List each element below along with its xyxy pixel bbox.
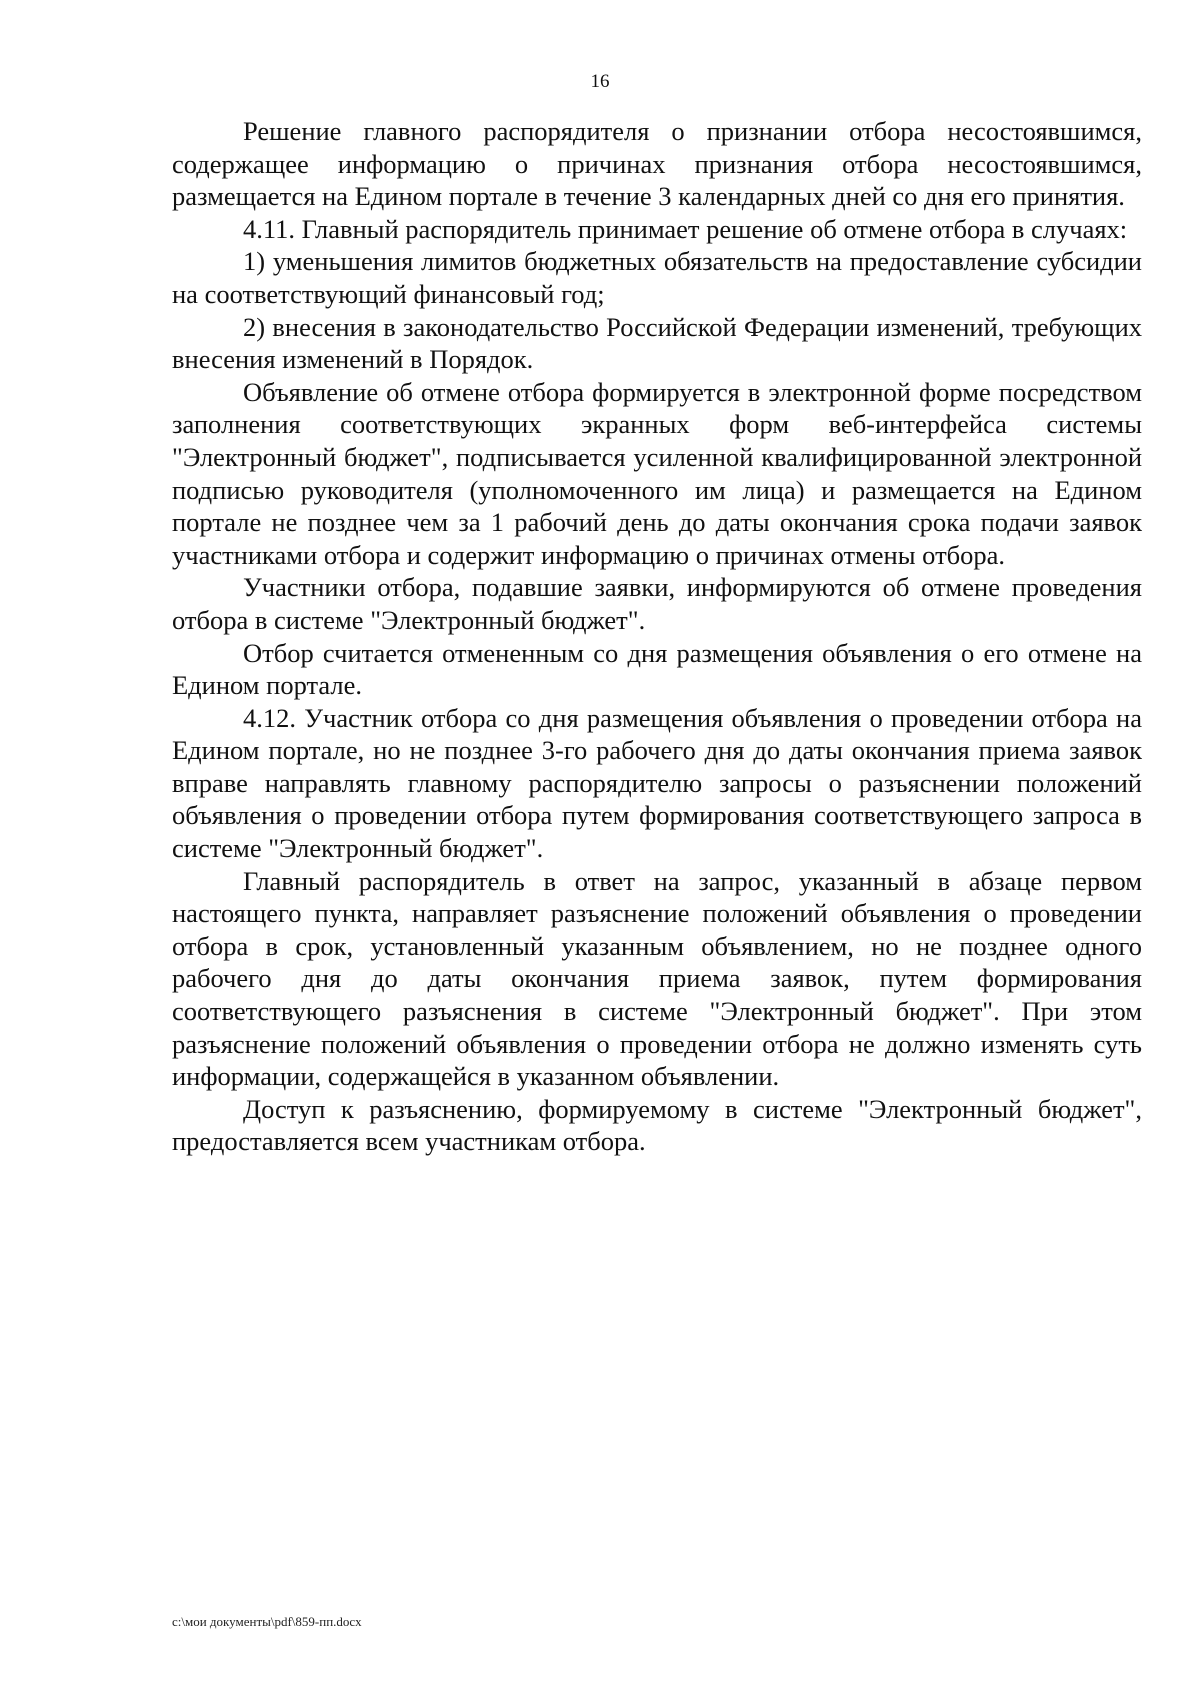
paragraph-cancel-announcement: Объявление об отмене отбора формируется в электронной форме посредством заполнения соответствующих экранных форм веб-интерфейса системы "Электронный бюджет", подписывается усиленной квалифицированной электронной подписью руководителя (уполномоченного им лица) и размещается на Едином портале не позднее чем за 1 рабочий день до даты окончания срока подачи заявок участниками отбора и содержит информацию о причинах отмены отбора.: [172, 376, 1142, 570]
paragraph-clarification: Главный распорядитель в ответ на запрос, указанный в абзаце первом настоящего пункта, направляет разъяснение положений объявления о проведении отбора в срок, установленный указанным объявлением, но не позднее одного рабочего дня до даты окончания приема заявок, путем формирования соответствующего разъяснения в системе "Электронный бюджет". При этом разъяснение положений объявления о проведении отбора не должно изменять суть информации, содержащейся в указанном объявлении.: [172, 865, 1142, 1092]
paragraph-1: Решение главного распорядителя о признании отбора несостоявшимся, содержащее информацию о причинах признания отбора несостоявшимся, размещается на Едином портале в течение 3 календарных дней со дня его принятия.: [172, 116, 1142, 212]
paragraph-cancelled-date: Отбор считается отмененным со дня размещения объявления о его отмене на Едином портале.: [172, 637, 1142, 701]
paragraph-item-2: 2) внесения в законодательство Российской Федерации изменений, требующих внесения изменений в Порядок.: [172, 311, 1142, 375]
paragraph-4-12: 4.12. Участник отбора со дня размещения объявления о проведении отбора на Едином портале, но не позднее 3-го рабочего дня до даты окончания приема заявок вправе направлять главному распорядителю запросы о разъяснении положений объявления о проведении отбора путем формирования соответствующего запроса в системе "Электронный бюджет".: [172, 702, 1142, 864]
paragraph-4-11: 4.11. Главный распорядитель принимает решение об отмене отбора в случаях:: [243, 213, 1128, 244]
paragraph-participants-informed: Участники отбора, подавшие заявки, информируются об отмене проведения отбора в системе "Электронный бюджет".: [172, 572, 1142, 635]
paragraph-access: Доступ к разъяснению, формируемому в системе "Электронный бюджет", предоставляется всем участникам отбора.: [172, 1093, 1142, 1157]
page-number: 16: [590, 71, 610, 92]
footer-file-path: c:\мои документы\pdf\859-пп.docx: [172, 1614, 362, 1629]
document-body: [172, 115, 1142, 1158]
paragraph-item-1: 1) уменьшения лимитов бюджетных обязательств на предоставление субсидии на соответствующий финансовый год;: [172, 246, 1142, 309]
